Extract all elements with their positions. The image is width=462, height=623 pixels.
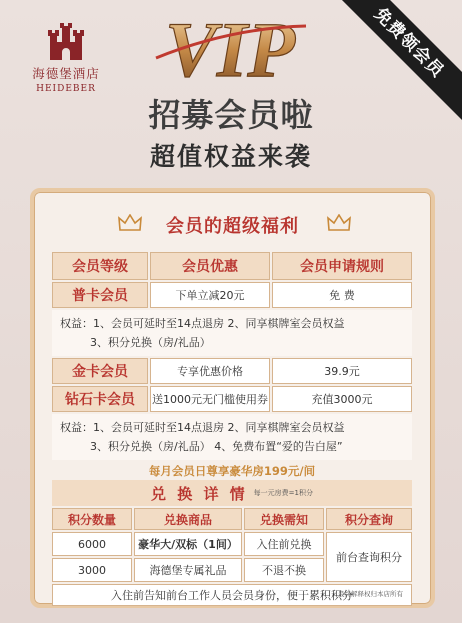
crown-icon [327, 214, 351, 232]
tier-row-diamond [52, 386, 414, 414]
exchange-rows [52, 532, 326, 584]
free-membership-ribbon: 免费领会员 [323, 0, 462, 129]
exchange-points: 3000 [52, 558, 132, 582]
exchange-note: 入住前兑换 [244, 532, 324, 556]
vip-logo [150, 10, 310, 90]
exchange-item: 豪华大/双标（1间） [134, 532, 242, 556]
exchange-title: 兑 换 详 情 [151, 484, 248, 503]
exchange-body [52, 532, 414, 584]
exchange-header: 兑换商品 [134, 508, 242, 530]
benefit-line: 3、积分兑换（房/礼品） 4、免费布置“爱的告白屋” [90, 440, 343, 453]
card-title: 会员的超级福利 [166, 216, 299, 237]
tier-rule: 免 费 [272, 282, 412, 308]
points-query: 前台查询积分 [326, 532, 412, 582]
vip-text: VIP [164, 10, 296, 90]
tier-name: 普卡会员 [52, 282, 148, 308]
exchange-row [52, 558, 326, 584]
checkin-notice: 入住前告知前台工作人员会员身份，便于累积积分 [52, 584, 412, 606]
header-tier: 会员等级 [52, 252, 148, 280]
logo-name-cn: 海德堡酒店 [32, 66, 100, 81]
benefit-line: 权益：1、会员可延时至14点退房 2、同享棋牌室会员权益 [60, 421, 345, 434]
exchange-header: 积分查询 [326, 508, 412, 530]
hotel-logo [24, 22, 108, 94]
tier-discount: 下单立减20元 [150, 282, 270, 308]
tier-name: 金卡会员 [52, 358, 148, 384]
tier-discount: 送1000元无门槛使用券 [150, 386, 270, 412]
membership-table [52, 252, 414, 608]
table-header-row [52, 252, 414, 282]
subheadline: 超值权益来袭 [149, 142, 312, 171]
header-discount: 会员优惠 [150, 252, 270, 280]
exchange-title-bar [52, 480, 412, 506]
exchange-header: 积分数量 [52, 508, 132, 530]
header-rule: 会员申请规则 [272, 252, 412, 280]
castle-icon [46, 22, 86, 60]
tier-rule: 充值3000元 [272, 386, 412, 412]
member-day-promo: 每月会员日尊享豪华房199元/间 [148, 464, 316, 478]
benefits-basic [52, 310, 412, 356]
exchange-header: 兑换需知 [244, 508, 324, 530]
benefits-premium [52, 414, 412, 460]
exchange-note: 不退不换 [244, 558, 324, 582]
logo-name-en: HEIDEBER [36, 84, 96, 94]
exchange-header-row [52, 508, 414, 532]
footnote: 最终解释权归本店所有 [338, 590, 403, 598]
headline: 招募会员啦 [148, 96, 314, 134]
benefit-line: 权益：1、会员可延时至14点退房 2、同享棋牌室会员权益 [60, 317, 345, 330]
tier-rule: 39.9元 [272, 358, 412, 384]
tier-row-basic [52, 282, 414, 310]
tier-row-gold [52, 358, 414, 386]
exchange-note: 每一元房费=1积分 [253, 489, 313, 497]
tier-name: 钻石卡会员 [52, 386, 148, 412]
exchange-row [52, 532, 326, 558]
exchange-points: 6000 [52, 532, 132, 556]
tier-discount: 专享优惠价格 [150, 358, 270, 384]
benefit-line: 3、积分兑换（房/礼品） [90, 336, 211, 349]
benefits-card [30, 188, 435, 608]
exchange-item: 海德堡专属礼品 [134, 558, 242, 582]
